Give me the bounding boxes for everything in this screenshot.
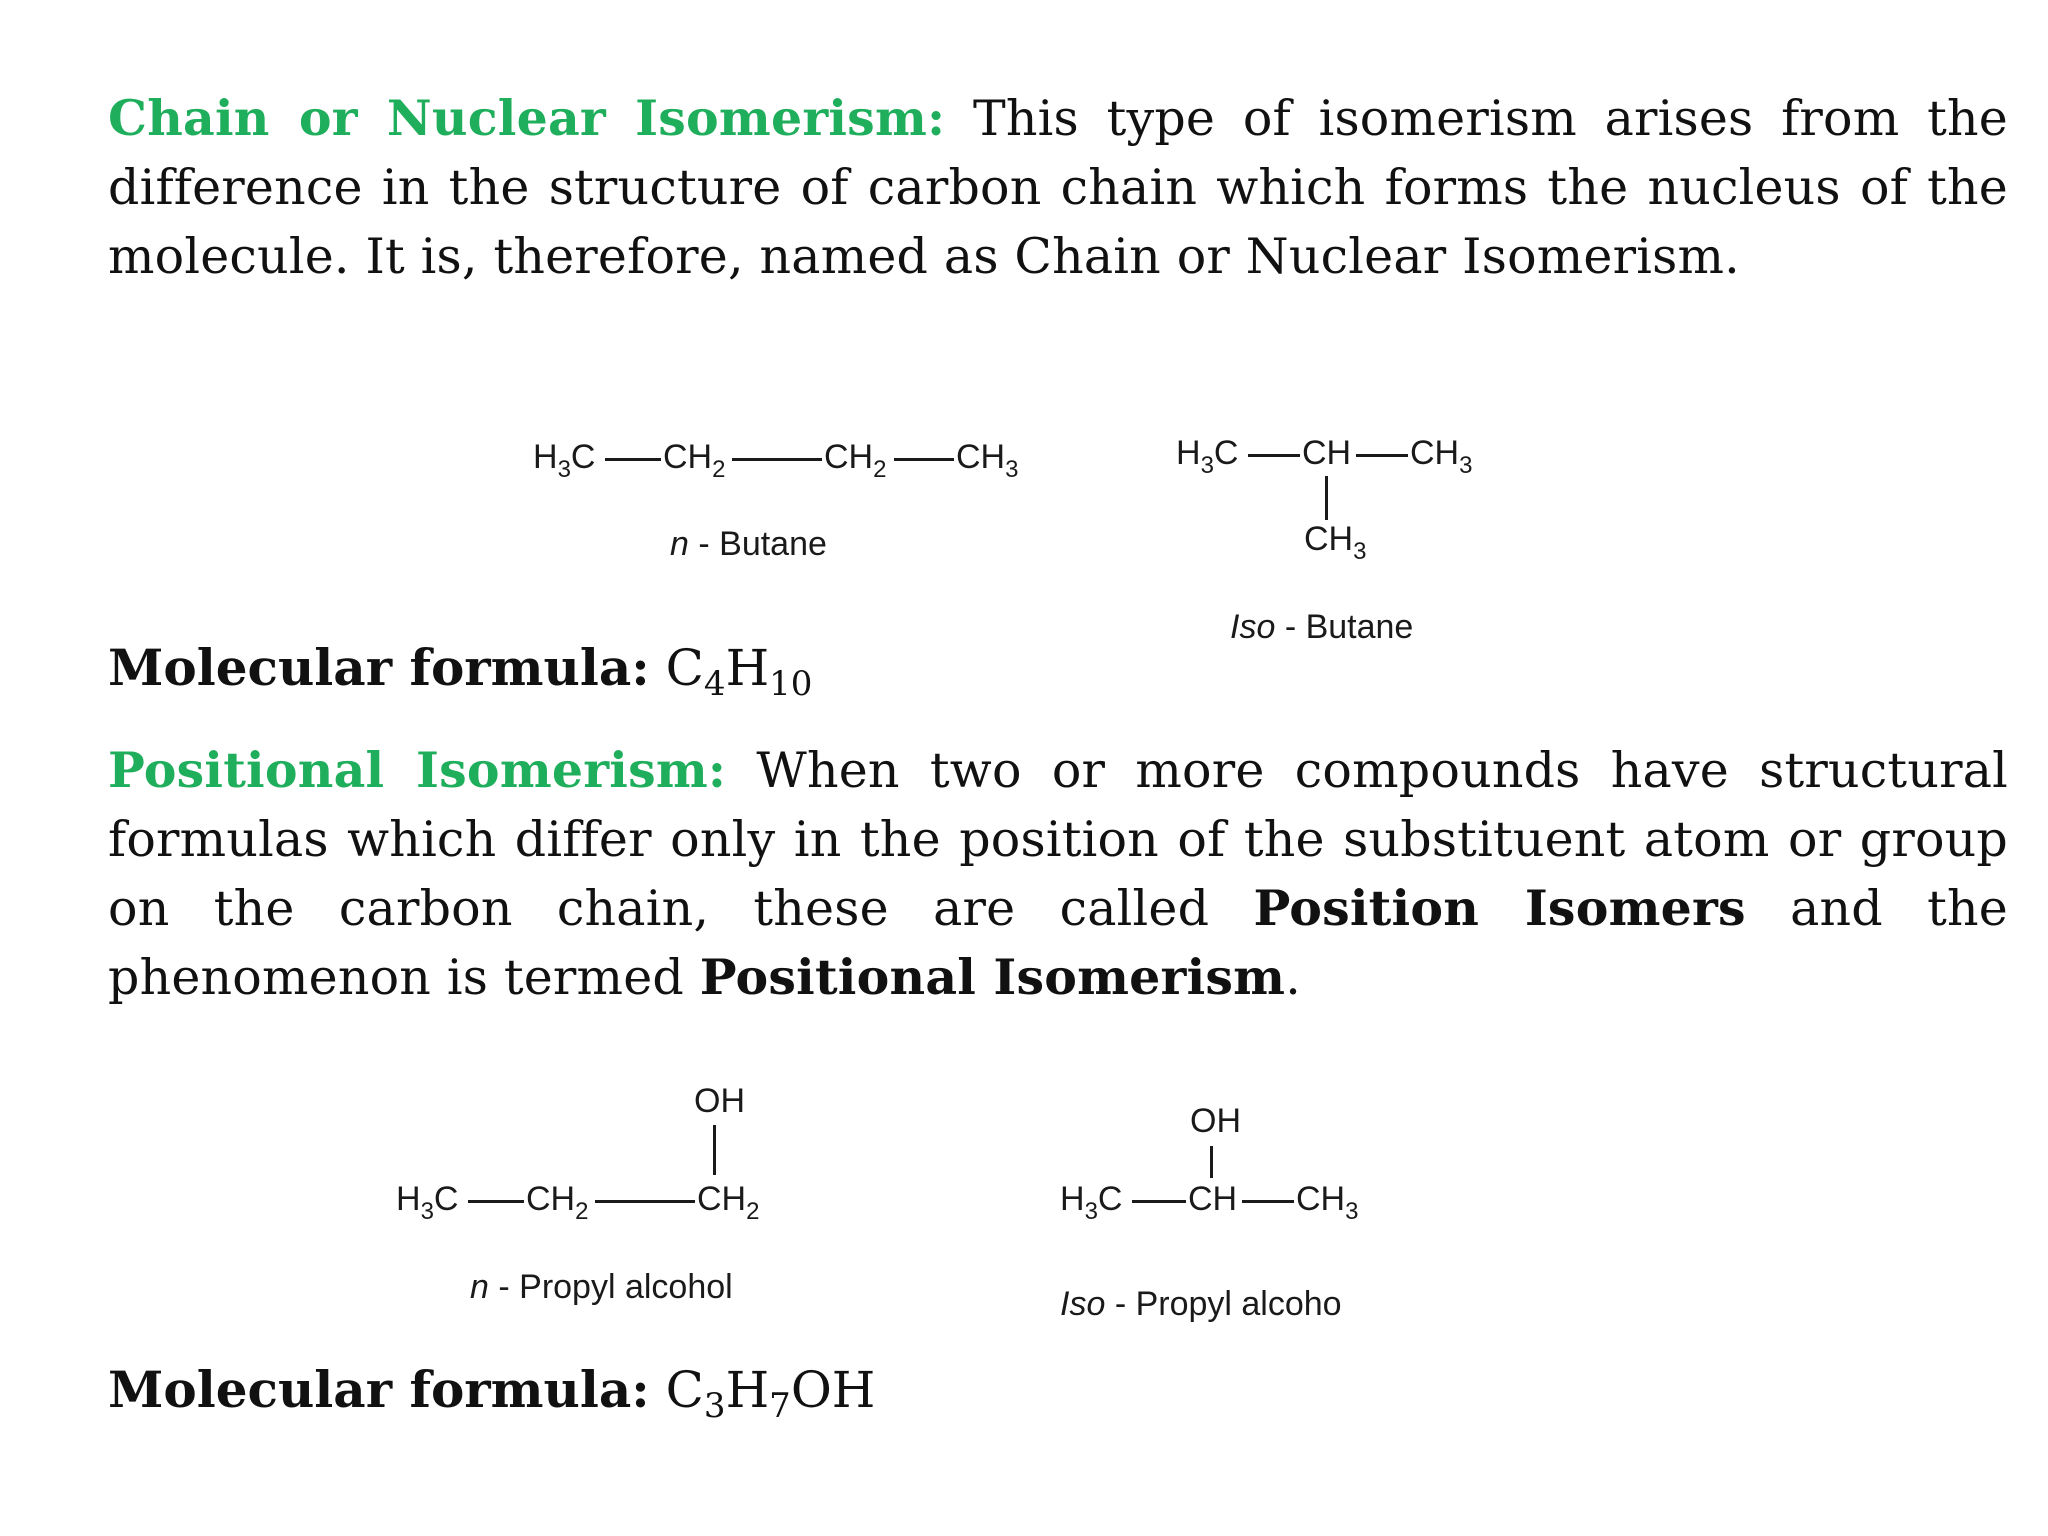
n-butane-group-2: $CH_2$ <box>663 438 726 483</box>
n-butane-group-4: $CH_3$ <box>956 438 1019 483</box>
positional-isomerism-term: Positional Isomerism <box>699 948 1286 1006</box>
molecular-formula-value: $C_3H_7OH$ <box>665 1361 876 1426</box>
iso-butane-group-1: $H_3C$ <box>1176 434 1239 479</box>
iso-propyl-bond-2 <box>1242 1200 1294 1203</box>
positional-text-3: . <box>1285 949 1301 1006</box>
iso-butane-group-3: $CH_3$ <box>1410 434 1473 479</box>
n-butane-bond-2 <box>732 458 822 461</box>
molecular-formula-propanol <box>108 1360 875 1436</box>
n-butane-group-1: $H_3C$ <box>533 438 596 483</box>
n-propyl-group-1: $H_3C$ <box>396 1180 459 1225</box>
n-propyl-caption: n - Propyl alcohol <box>470 1268 733 1306</box>
iso-propyl-group-1: $H_3C$ <box>1060 1180 1123 1225</box>
n-butane-caption: n - Butane <box>670 525 827 563</box>
n-propyl-oh-bond <box>713 1125 716 1175</box>
positional-text-1: When two or more compounds have structural formulas which differ only in the position of the substituent atom or group on the carbon chain, these are called <box>108 742 2008 937</box>
iso-propyl-oh-group: OH <box>1190 1102 1241 1140</box>
molecular-formula-value: $C_4H_{10}$ <box>665 639 813 704</box>
iso-propyl-group-3: $CH_3$ <box>1296 1180 1359 1225</box>
chain-isomerism-heading: Chain or Nuclear Isomerism: <box>108 89 946 147</box>
position-isomers-term: Position Isomers <box>1253 879 1746 937</box>
iso-propyl-bond-1 <box>1132 1200 1186 1203</box>
molecular-formula-butane <box>108 638 812 714</box>
n-butane-bond-3 <box>894 458 954 461</box>
n-propyl-bond-2 <box>595 1200 695 1203</box>
iso-propyl-caption: Iso - Propyl alcoho <box>1060 1285 1342 1323</box>
iso-butane-bond-2 <box>1356 454 1408 457</box>
positional-isomerism-heading: Positional Isomerism: <box>108 741 727 799</box>
n-propyl-group-2: $CH_2$ <box>526 1180 589 1225</box>
molecular-formula-label: Molecular formula: <box>108 1360 650 1419</box>
iso-propyl-oh-bond <box>1210 1146 1213 1178</box>
iso-butane-bond-1 <box>1248 454 1300 457</box>
iso-butane-caption: Iso - Butane <box>1230 608 1414 646</box>
n-butane-bond-1 <box>605 458 661 461</box>
n-butane-group-3: $CH_2$ <box>824 438 887 483</box>
n-propyl-group-3: $CH_2$ <box>697 1180 760 1225</box>
iso-butane-group-2: CH <box>1302 434 1352 472</box>
chain-isomerism-paragraph <box>108 84 2008 291</box>
iso-propyl-group-2: CH <box>1188 1180 1238 1218</box>
iso-butane-branch-bond <box>1325 476 1328 520</box>
positional-text-2: and the phenomenon is termed <box>108 880 2008 1006</box>
positional-isomerism-paragraph <box>108 736 2008 1012</box>
n-propyl-bond-1 <box>468 1200 524 1203</box>
iso-butane-branch-group: $CH_3$ <box>1304 520 1367 565</box>
chain-isomerism-text: This type of isomerism arises from the difference in the structure of carbon chain which forms the nucleus of the molecule. It is, therefore, named as Chain or Nuclear Isomerism. <box>108 90 2008 285</box>
n-propyl-oh-group: OH <box>694 1082 745 1120</box>
molecular-formula-label: Molecular formula: <box>108 638 650 697</box>
